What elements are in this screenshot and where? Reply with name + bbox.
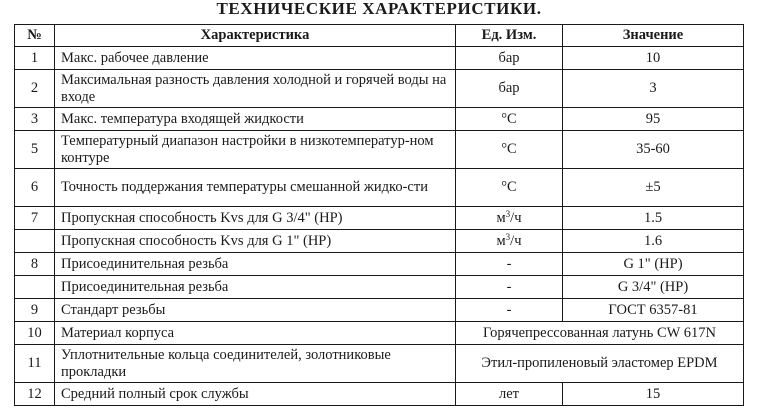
row-num: 11 bbox=[15, 345, 55, 383]
specifications-table bbox=[14, 24, 744, 406]
row-characteristic: Точность поддержания температуры смешанной жидко-сти bbox=[55, 169, 456, 207]
table-header-row bbox=[15, 25, 744, 47]
table-row bbox=[15, 253, 744, 276]
row-value: ±5 bbox=[563, 169, 744, 207]
row-num: 2 bbox=[15, 70, 55, 108]
header-num: № bbox=[15, 25, 55, 47]
row-value: 3 bbox=[563, 70, 744, 108]
row-characteristic: Стандарт резьбы bbox=[55, 299, 456, 322]
row-characteristic: Пропускная способность Kvs для G 3/4" (НР) bbox=[55, 207, 456, 230]
row-unit bbox=[456, 207, 563, 230]
row-unit: °С bbox=[456, 169, 563, 207]
row-value: 1.6 bbox=[563, 230, 744, 253]
unit-tail: /ч bbox=[510, 209, 522, 226]
row-characteristic: Макс. рабочее давление bbox=[55, 47, 456, 70]
unit-tail: /ч bbox=[510, 232, 522, 249]
row-unit bbox=[456, 230, 563, 253]
table-row bbox=[15, 276, 744, 299]
table-row bbox=[15, 70, 744, 108]
row-num bbox=[15, 230, 55, 253]
header-unit: Ед. Изм. bbox=[456, 25, 563, 47]
row-value: ГОСТ 6357-81 bbox=[563, 299, 744, 322]
row-value: Горячепрессованная латунь CW 617N bbox=[456, 322, 744, 345]
row-unit: - bbox=[456, 276, 563, 299]
row-characteristic: Материал корпуса bbox=[55, 322, 456, 345]
row-value: 10 bbox=[563, 47, 744, 70]
row-num: 6 bbox=[15, 169, 55, 207]
table-row bbox=[15, 345, 744, 383]
row-num: 3 bbox=[15, 108, 55, 131]
row-num: 8 bbox=[15, 253, 55, 276]
row-num: 12 bbox=[15, 383, 55, 406]
unit-superscript: 3 bbox=[505, 208, 511, 219]
row-value: G 1" (НР) bbox=[563, 253, 744, 276]
row-characteristic: Максимальная разность давления холодной и горячей воды на входе bbox=[55, 70, 456, 108]
row-unit: °С bbox=[456, 108, 563, 131]
row-value: 95 bbox=[563, 108, 744, 131]
row-characteristic: Присоединительная резьба bbox=[55, 276, 456, 299]
row-num: 9 bbox=[15, 299, 55, 322]
row-unit: бар bbox=[456, 47, 563, 70]
row-num: 5 bbox=[15, 131, 55, 169]
row-characteristic: Пропускная способность Kvs для G 1" (НР) bbox=[55, 230, 456, 253]
table-row bbox=[15, 131, 744, 169]
row-characteristic: Средний полный срок службы bbox=[55, 383, 456, 406]
row-value: 15 bbox=[563, 383, 744, 406]
table-row bbox=[15, 108, 744, 131]
row-characteristic: Уплотнительные кольца соединителей, золотниковые прокладки bbox=[55, 345, 456, 383]
row-num bbox=[15, 276, 55, 299]
header-value: Значение bbox=[563, 25, 744, 47]
table-row bbox=[15, 383, 744, 406]
row-characteristic: Присоединительная резьба bbox=[55, 253, 456, 276]
page-title: ТЕХНИЧЕСКИЕ ХАРАКТЕРИСТИКИ. bbox=[216, 0, 542, 18]
row-unit: бар bbox=[456, 70, 563, 108]
unit-superscript: 3 bbox=[505, 231, 511, 242]
row-characteristic: Температурный диапазон настройки в низкотемператур-ном контуре bbox=[55, 131, 456, 169]
table-row bbox=[15, 169, 744, 207]
table-row bbox=[15, 299, 744, 322]
row-value: Этил-пропиленовый эластомер EPDM bbox=[456, 345, 744, 383]
row-num: 7 bbox=[15, 207, 55, 230]
unit-base: м bbox=[496, 232, 506, 249]
row-value: 35-60 bbox=[563, 131, 744, 169]
unit-base: м bbox=[496, 209, 506, 226]
header-characteristic: Характеристика bbox=[55, 25, 456, 47]
row-characteristic: Макс. температура входящей жидкости bbox=[55, 108, 456, 131]
row-value: G 3/4" (НР) bbox=[563, 276, 744, 299]
row-value: 1.5 bbox=[563, 207, 744, 230]
table-row bbox=[15, 207, 744, 230]
row-unit: - bbox=[456, 299, 563, 322]
row-unit: - bbox=[456, 253, 563, 276]
row-num: 10 bbox=[15, 322, 55, 345]
row-num: 1 bbox=[15, 47, 55, 70]
row-unit: °С bbox=[456, 131, 563, 169]
table-row bbox=[15, 322, 744, 345]
table-row bbox=[15, 47, 744, 70]
table-row bbox=[15, 230, 744, 253]
row-unit: лет bbox=[456, 383, 563, 406]
